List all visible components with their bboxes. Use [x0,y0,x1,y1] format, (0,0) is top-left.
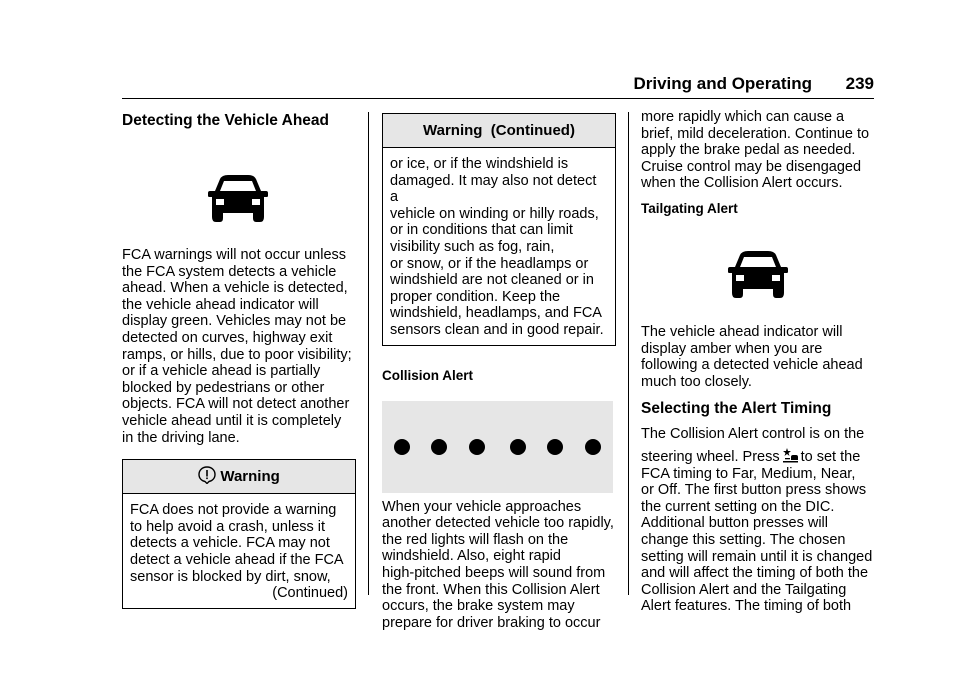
tailgating-paragraph [641,324,875,390]
text-line: following a detected vehicle ahead [641,357,863,374]
text-line: much too closely. [641,373,752,390]
section-heading: Detecting the Vehicle Ahead [122,112,330,129]
text-line: Cruise control may be disengaged [641,158,862,175]
text-line: or snow, or if the headlamps or [390,255,589,272]
alert-light [394,439,410,455]
alert-light [431,439,447,455]
text-line: when the Collision Alert occurs. [641,175,843,192]
text-line: windshield. Also, eight rapid [382,548,561,565]
alert-light [585,439,601,455]
alert-light [469,439,485,455]
vehicle-ahead-icon [728,251,788,299]
text-line: ahead. When a vehicle is detected, [122,280,348,297]
column-middle [382,113,616,631]
warning-header: Warning (Continued) [383,114,615,148]
text-line: vehicle ahead until it is completely [122,412,342,429]
continued-label: (Continued) [272,585,348,602]
text-line: detects a vehicle. FCA may not [130,535,330,552]
text-line: or Off. The first button press shows [641,482,867,499]
text-line: setting will remain until it is changed [641,548,873,565]
text-line: the vehicle ahead indicator will [122,296,319,313]
text-line: the front. When this Collision Alert [382,581,600,598]
timing-paragraph [641,426,875,615]
text-line: The Collision Alert control is on the [641,426,865,443]
text-line: detected on curves, highway exit [122,329,333,346]
collision-alert-timing-icon [782,447,799,464]
text-line: visibility such as fog, rain, [390,238,555,255]
text-line: blocked by pedestrians or other [122,379,325,396]
text-line: the FCA system detects a vehicle [122,263,337,280]
section-heading: Selecting the Alert Timing [641,400,832,418]
text-line: or in conditions that can limit [390,222,573,239]
text-line: When your vehicle approaches [382,498,582,515]
text-fragment: to set the [800,448,861,465]
text-line: detect a vehicle ahead if the FCA [130,551,344,568]
text-fragment: steering wheel. Press [641,448,780,465]
warning-header [123,460,355,494]
text-line: FCA warnings will not occur unless [122,247,347,263]
text-line: Additional button presses will [641,515,828,532]
text-line: windshield, headlamps, and FCA [390,305,602,322]
text-line: FCA does not provide a warning [130,502,337,519]
text-line: windshield are not cleaned or in [390,272,594,289]
warning-box-continued [382,113,616,346]
text-line: sensors clean and in good repair. [390,321,604,338]
text-line: in the driving lane. [122,429,240,446]
text-line: and will affect the timing of both the [641,565,869,582]
text-line: or ice, or if the windshield is [390,156,569,172]
continued-paragraph [641,109,875,192]
column-divider [628,112,629,595]
column-right [641,109,875,615]
text-line: FCA timing to Far, Medium, Near, [641,465,856,482]
intro-paragraph [122,247,356,446]
text-line: display amber when you are [641,340,823,357]
text-line: prepare for driver braking to occur [382,614,601,631]
text-line: ramps, or hills, due to poor visibility; [122,346,352,363]
text-line: objects. FCA will not detect another [122,396,350,413]
page-number: 239 [845,74,874,93]
subsection-heading: Tailgating Alert [641,200,738,216]
text-line: the current setting on the DIC. [641,498,835,515]
text-line: the red lights will flash on the [382,531,569,548]
alert-light [547,439,563,455]
warning-title: Warning [220,468,280,486]
alert-light [510,439,526,455]
text-line: damaged. It may also not detect a [390,172,597,206]
warning-icon [198,466,216,484]
text-line: to help avoid a crash, unless it [130,518,326,535]
text-line: display green. Vehicles may not be [122,313,347,330]
text-line: apply the brake pedal as needed. [641,142,856,159]
page-header [122,72,874,99]
text-line: proper condition. Keep the [390,288,561,305]
section-title: Driving and Operating [633,74,812,93]
text-line: vehicle on winding or hilly roads, [390,205,599,222]
warning-body [123,494,355,608]
text-line: occurs, the brake system may [382,598,575,615]
text-line [641,447,875,466]
column-divider [368,112,369,595]
collision-paragraph [382,499,616,632]
text-line: high-pitched beeps will sound from [382,564,606,581]
text-line: Collision Alert and the Tailgating [641,581,847,598]
text-line: The vehicle ahead indicator will [641,323,843,340]
column-left [122,112,356,609]
text-line: brief, mild deceleration. Continue to [641,125,870,142]
text-line: Alert features. The timing of both [641,598,852,615]
vehicle-ahead-icon [208,175,268,223]
text-line: sensor is blocked by dirt, snow, [130,568,331,585]
collision-alert-lights-icon [382,401,613,493]
warning-body [383,148,615,345]
text-line: more rapidly which can cause a [641,109,845,125]
text-line: or if a vehicle ahead is partially [122,363,321,380]
text-line: change this setting. The chosen [641,531,846,548]
subsection-heading: Collision Alert [382,367,474,383]
text-line: another detected vehicle too rapidly, [382,515,614,532]
warning-box [122,459,356,609]
